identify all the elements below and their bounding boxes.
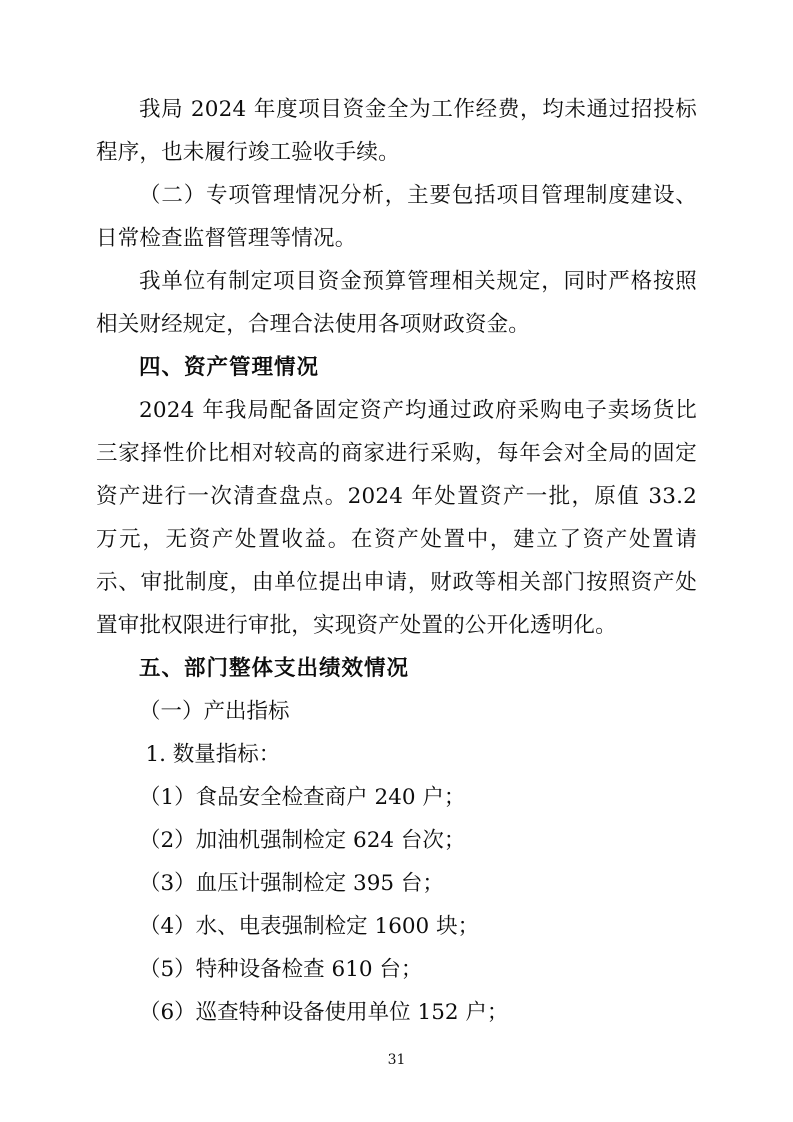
page-number: 31 (387, 1052, 406, 1068)
list-item-special-equipment-inspection: （5）特种设备检查 610 台； (139, 957, 423, 982)
heading-asset-management: 四、资产管理情况 (139, 355, 320, 380)
list-item-water-electric-meter-verification: （4）水、电表强制检定 1600 块； (139, 914, 480, 939)
list-item-quantity-indicator: 1. 数量指标： (145, 742, 281, 767)
list-item-food-safety-inspection: （1）食品安全检查商户 240 户； (139, 785, 466, 810)
list-item-special-equipment-user-patrol: （6）巡查特种设备使用单位 152 户； (139, 1000, 509, 1025)
paragraph-project-funds: 我局 2024 年度项目资金全为工作经费，均未通过招投标程序，也未履行竣工验收手续。 (96, 97, 697, 165)
paragraph-asset-management-detail: 2024 年我局配备固定资产均通过政府采购电子卖场货比三家择性价比相对较高的商家进行采购，每年会对全局的固定资产进行一次清查盘点。2024 年处置资产一批，原值 33.2 万元，无资产处置收益。在资产处置中，建立了资产处置请示、审批制度，由单位提出申请，财政等相关部门按照资产处置审批权限进行审批，实现资产处置的公开化透明化。 (96, 398, 697, 638)
list-item-sphygmomanometer-verification: （3）血压计强制检定 395 台； (139, 871, 444, 896)
list-item-fuel-dispenser-verification: （2）加油机强制检定 624 台次； (139, 828, 466, 853)
paragraph-special-management-analysis: （二）专项管理情况分析，主要包括项目管理制度建设、日常检查监督管理等情况。 (96, 183, 697, 251)
list-item-output-indicator: （一）产出指标 (139, 699, 290, 724)
heading-department-performance: 五、部门整体支出绩效情况 (139, 656, 410, 681)
paragraph-budget-regulations: 我单位有制定项目资金预算管理相关规定，同时严格按照相关财经规定，合理合法使用各项财政资金。 (96, 269, 697, 337)
